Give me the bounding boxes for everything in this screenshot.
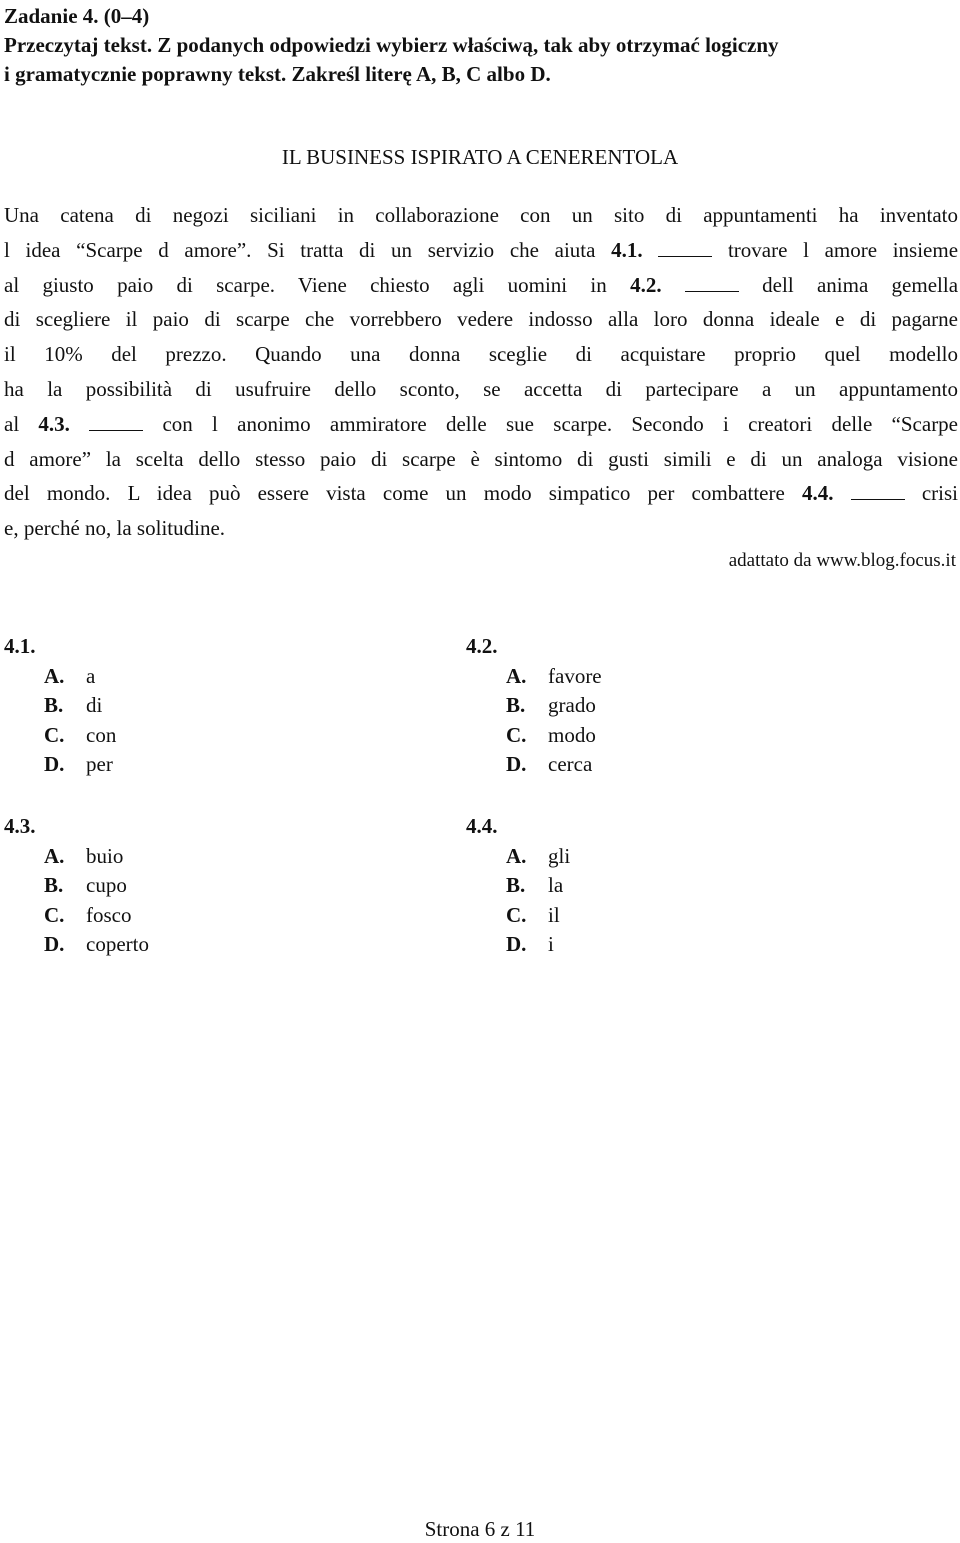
option-letter: B. [44,873,64,897]
option-letter: C. [506,722,527,747]
option-d[interactable] [4,930,304,960]
text-segment: l idea “Scarpe d amore”. Si tratta di un servizio che aiuta [4,237,596,262]
option-letter: A. [44,843,65,868]
task-instruction-line-2: i gramatycznie poprawny tekst. Zakreśl literę A, B, C albo D. [4,62,551,86]
option-a[interactable] [4,662,304,692]
option-text: buio [86,843,124,868]
question-number: 4.2. [466,634,498,658]
gap-number: 4.4. [802,481,834,506]
option-b[interactable] [466,691,766,721]
text-segment: dell anima gemella [762,272,958,297]
task-heading [4,2,956,89]
question-number: 4.1. [4,634,36,658]
gap-blank [658,238,712,257]
text-line [4,268,958,303]
text-segment: e, perché no, la solitudine. [4,516,226,541]
question-4-3 [4,812,304,960]
option-letter: C. [44,722,65,747]
option-b[interactable] [4,691,304,721]
text-line [4,302,958,337]
gap-number: 4.1. [611,237,643,262]
option-letter: D. [506,932,527,956]
gap-number: 4.2. [630,272,662,297]
task-instruction-line-1: Przeczytaj tekst. Z podanych odpowiedzi wybierz właściwą, tak aby otrzymać logiczny [4,33,779,57]
text-line [4,476,958,511]
text-segment: d amore” la scelta dello stesso paio di scarpe è sintomo di gusti simili e di un analoga visione [4,446,958,471]
option-text: modo [548,722,596,747]
option-text: cupo [86,873,127,897]
option-text: la [548,873,564,897]
option-text: favore [548,663,602,688]
option-d[interactable] [4,750,304,780]
text-segment: il 10% del prezzo. Quando una donna sceglie di acquistare proprio quel modello [4,342,958,367]
text-segment: crisi [921,481,958,506]
text-line [4,198,958,233]
option-b[interactable] [4,871,304,901]
option-letter: D. [44,752,65,776]
option-letter: C. [44,902,65,927]
option-a[interactable] [4,842,304,872]
option-c[interactable] [4,721,304,751]
text-segment: al [4,411,20,436]
text-line [4,442,958,477]
option-b[interactable] [466,871,766,901]
task-title: Zadanie 4. (0–4) [4,4,150,28]
text-segment: del mondo. L idea può essere vista come un modo simpatico per combattere [4,481,785,506]
option-letter: B. [506,693,526,717]
option-letter: A. [506,843,527,868]
option-text: gli [548,843,571,868]
gap-blank [89,412,143,431]
option-c[interactable] [466,721,766,751]
gap-blank [685,273,739,292]
option-letter: A. [506,663,527,688]
option-letter: B. [44,693,64,717]
text-segment: di scegliere il paio di scarpe che vorrebbero vedere indosso alla loro donna ideale e di pagarne [4,307,958,332]
option-a[interactable] [466,662,766,692]
option-letter: B. [506,873,526,897]
option-d[interactable] [466,930,766,960]
option-text: a [86,663,96,688]
text-segment: Una catena di negozi siciliani in collaborazione con un sito di appuntamenti ha inventato [4,203,958,227]
option-text: i [548,932,554,956]
option-a[interactable] [466,842,766,872]
text-line [4,337,958,372]
option-text: coperto [86,932,149,956]
text-segment: trovare l amore insieme [727,237,958,262]
option-text: di [86,693,103,717]
question-4-4 [466,812,766,960]
option-letter: A. [44,663,65,688]
option-text: il [548,902,560,927]
text-line [4,233,958,268]
text-line [4,511,958,546]
text-segment: ha la possibilità di usufruire dello sconto, se accetta di partecipare a un appuntamento [4,376,958,401]
reading-text [4,198,958,546]
option-d[interactable] [466,750,766,780]
option-letter: D. [506,752,527,776]
option-text: grado [548,693,596,717]
question-number: 4.4. [466,814,498,838]
option-letter: C. [506,902,527,927]
option-text: con [86,722,117,747]
text-line [4,372,958,407]
text-title: IL BUSINESS ISPIRATO A CENERENTOLA [281,145,679,169]
option-c[interactable] [4,901,304,931]
option-text: per [86,752,113,776]
text-line [4,407,958,442]
option-text: fosco [86,902,132,927]
gap-number: 4.3. [38,411,70,436]
option-letter: D. [44,932,65,956]
page-number: Strona 6 z 11 [424,1517,536,1541]
question-number: 4.3. [4,814,36,838]
question-4-1 [4,632,304,780]
option-c[interactable] [466,901,766,931]
gap-blank [851,481,905,500]
text-segment: al giusto paio di scarpe. Viene chiesto agli uomini in [4,272,607,297]
text-segment: con l anonimo ammiratore delle sue scarpe. Secondo i creatori delle “Scarpe [162,411,958,436]
question-4-2 [466,632,766,780]
option-text: cerca [548,752,593,776]
source-credit: adattato da www.blog.focus.it [728,550,956,571]
